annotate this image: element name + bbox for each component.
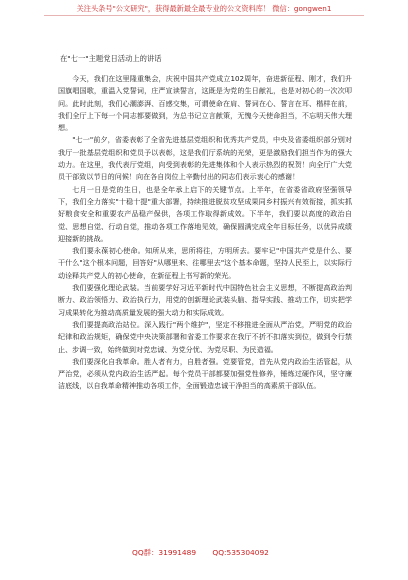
top-banner	[44, 5, 364, 29]
qq-number: QQ:535304092	[212, 548, 269, 557]
footer-contact	[132, 548, 282, 557]
qq-group: QQ群：31991489	[132, 548, 197, 557]
paragraph: 我们要深化自我革命。胜人者有力，自胜者强。党要管党，首先从党内政治生活管起，从严治党，必须从党内政治生活严起。每个党员干部都要加强党性修养，锤炼过硬作风，坚守廉洁底线，以自我革命精神推动各项工作，全面锻造忠诚干净担当的高素质干部队伍。	[58, 356, 352, 391]
paragraph: 我们要永葆初心使命。知所从来，思所将往，方明所去。要牢记"中国共产党是什么、要干什么"这个根本问题，回答好"从哪里来、往哪里去"这个基本命题，坚持人民至上，以实际行动诠释共产党人的初心使命，在新征程上书写新的荣光。	[58, 246, 352, 280]
paragraph: "七一"前夕，省委表彰了全省先进基层党组织和优秀共产党员，中央及省委组织部分别对我厅一批基层党组织和党员予以表彰，这是我们厅系统的光荣，更是激励我们担当作为的强大动力。在这里，我代表厅党组，向受到表彰的先进集体和个人表示热烈的祝贺！向全厅广大党员干部致以节日的问候！向在各自岗位上辛勤付出的同志们表示衷心的感谢！	[58, 135, 352, 182]
document-body	[58, 73, 352, 393]
paragraph: 我们要强化理论武装。当前要学好习近平新时代中国特色社会主义思想，不断提高政治判断力、政治领悟力、政治执行力，用党的创新理论武装头脑、指导实践、推动工作，切实把学习成果转化为推动高质量发展的强大动力和实际成效。	[58, 283, 352, 317]
paragraph: 七月一日是党的生日，也是全年承上启下的关键节点。上半年，在省委省政府坚强领导下，我们全力落实"十稳十提"重大部署，持续推进脱贫攻坚成果同乡村振兴有效衔接，抓实抓好粮食安全和重要农产品稳产保供，各项工作取得新成效。下半年，我们要以高度的政治自觉、思想自觉、行动自觉，推动各项工作落地见效，确保圆满完成全年目标任务，以优异成绩迎接新的挑战。	[58, 184, 352, 243]
paragraph: 我们要提高政治站位。深入践行"两个维护"，坚定不移推进全面从严治党，严明党的政治纪律和政治规矩，确保党中央决策部署和省委工作要求在我厅不折不扣落实到位，做到令行禁止、步调一致，始终做到对党忠诚、为党分忧、为党尽职、为民造福。	[58, 319, 352, 354]
banner-text: 关注头条号"公文研究"，获得最新最全最专业的公文资料库！ 微信：gongwen1	[76, 4, 332, 13]
document-title: 在"七一"主题党日活动上的讲话	[60, 54, 162, 63]
paragraph: 今天，我们在这里隆重集会，庆祝中国共产党成立102周年，奋进新征程、刚才，我们升国旗唱国歌，重温入党誓词，庄严宣读誓言，这既是为党的生日献礼，也是对初心的一次次叩问。此时此刻，我们心潮澎湃、百感交集，可谓使命在肩、誓词在心、誓言在耳、楷样在前，我们全厅上下每一个同志都要做到，为总书记立言献策，无愧今天使命担当，不忘明天伟大理想。	[58, 74, 352, 133]
banner-divider	[44, 15, 364, 16]
